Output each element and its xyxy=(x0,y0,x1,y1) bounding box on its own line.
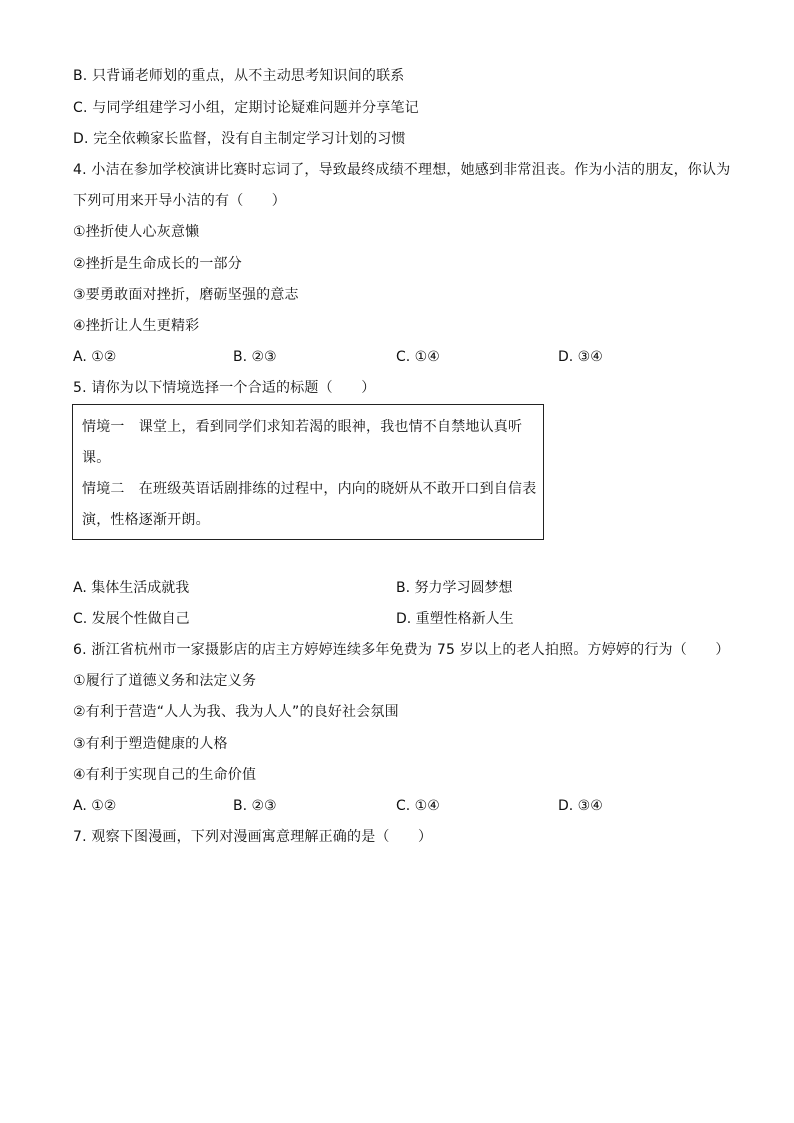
q7-stem: 7. 观察下图漫画，下列对漫画寓意理解正确的是（ ） xyxy=(73,829,433,845)
q4-item-2: ②挫折是生命成长的一部分 xyxy=(73,256,242,272)
q5-option-b: B. 努力学习圆梦想 xyxy=(396,580,513,596)
q5-stem: 5. 请你为以下情境选择一个合适的标题（ ） xyxy=(73,380,376,396)
q5-box-line-3: 情境二 在班级英语话剧排练的过程中，内向的晓妍从不敢开口到自信表 xyxy=(82,481,537,497)
q3-option-d: D. 完全依赖家长监督，没有自主制定学习计划的习惯 xyxy=(73,131,406,147)
q5-box-line-2: 课。 xyxy=(82,450,111,466)
q6-item-2: ②有利于营造“人人为我、我为人人”的良好社会氛围 xyxy=(73,704,399,720)
q4-option-a: A. ①② xyxy=(73,349,117,365)
q6-option-b: B. ②③ xyxy=(233,798,277,814)
q6-item-1: ①履行了道德义务和法定义务 xyxy=(73,673,257,689)
q6-option-c: C. ①④ xyxy=(396,798,440,814)
q6-item-4: ④有利于实现自己的生命价值 xyxy=(73,767,257,783)
q4-option-c: C. ①④ xyxy=(396,349,440,365)
q4-option-d: D. ③④ xyxy=(558,349,603,365)
q5-scenario-box xyxy=(72,404,544,540)
q4-stem-line2: 下列可用来开导小洁的有（ ） xyxy=(73,193,286,209)
q3-option-c: C. 与同学组建学习小组，定期讨论疑难问题并分享笔记 xyxy=(73,100,419,116)
q6-option-a: A. ①② xyxy=(73,798,117,814)
q4-item-4: ④挫折让人生更精彩 xyxy=(73,318,200,334)
q5-option-d: D. 重塑性格新人生 xyxy=(396,611,514,627)
q6-stem: 6. 浙江省杭州市一家摄影店的店主方婷婷连续多年免费为 75 岁以上的老人拍照。方婷婷的行为（ ） xyxy=(73,642,730,658)
q5-box-line-4: 演，性格逐渐开朗。 xyxy=(82,512,210,528)
q3-option-b: B. 只背诵老师划的重点，从不主动思考知识间的联系 xyxy=(73,68,405,84)
q6-option-d: D. ③④ xyxy=(558,798,603,814)
q4-item-3: ③要勇敢面对挫折，磨砺坚强的意志 xyxy=(73,287,299,303)
q4-stem-line1: 4. 小洁在参加学校演讲比赛时忘词了，导致最终成绩不理想，她感到非常沮丧。作为小洁的朋友，你认为 xyxy=(73,162,731,178)
q4-option-b: B. ②③ xyxy=(233,349,277,365)
q5-option-a: A. 集体生活成就我 xyxy=(73,580,190,596)
q5-box-line-1: 情境一 课堂上，看到同学们求知若渴的眼神，我也情不自禁地认真听 xyxy=(82,419,523,435)
q5-option-c: C. 发展个性做自己 xyxy=(73,611,190,627)
q4-item-1: ①挫折使人心灰意懒 xyxy=(73,224,200,240)
q6-item-3: ③有利于塑造健康的人格 xyxy=(73,736,228,752)
